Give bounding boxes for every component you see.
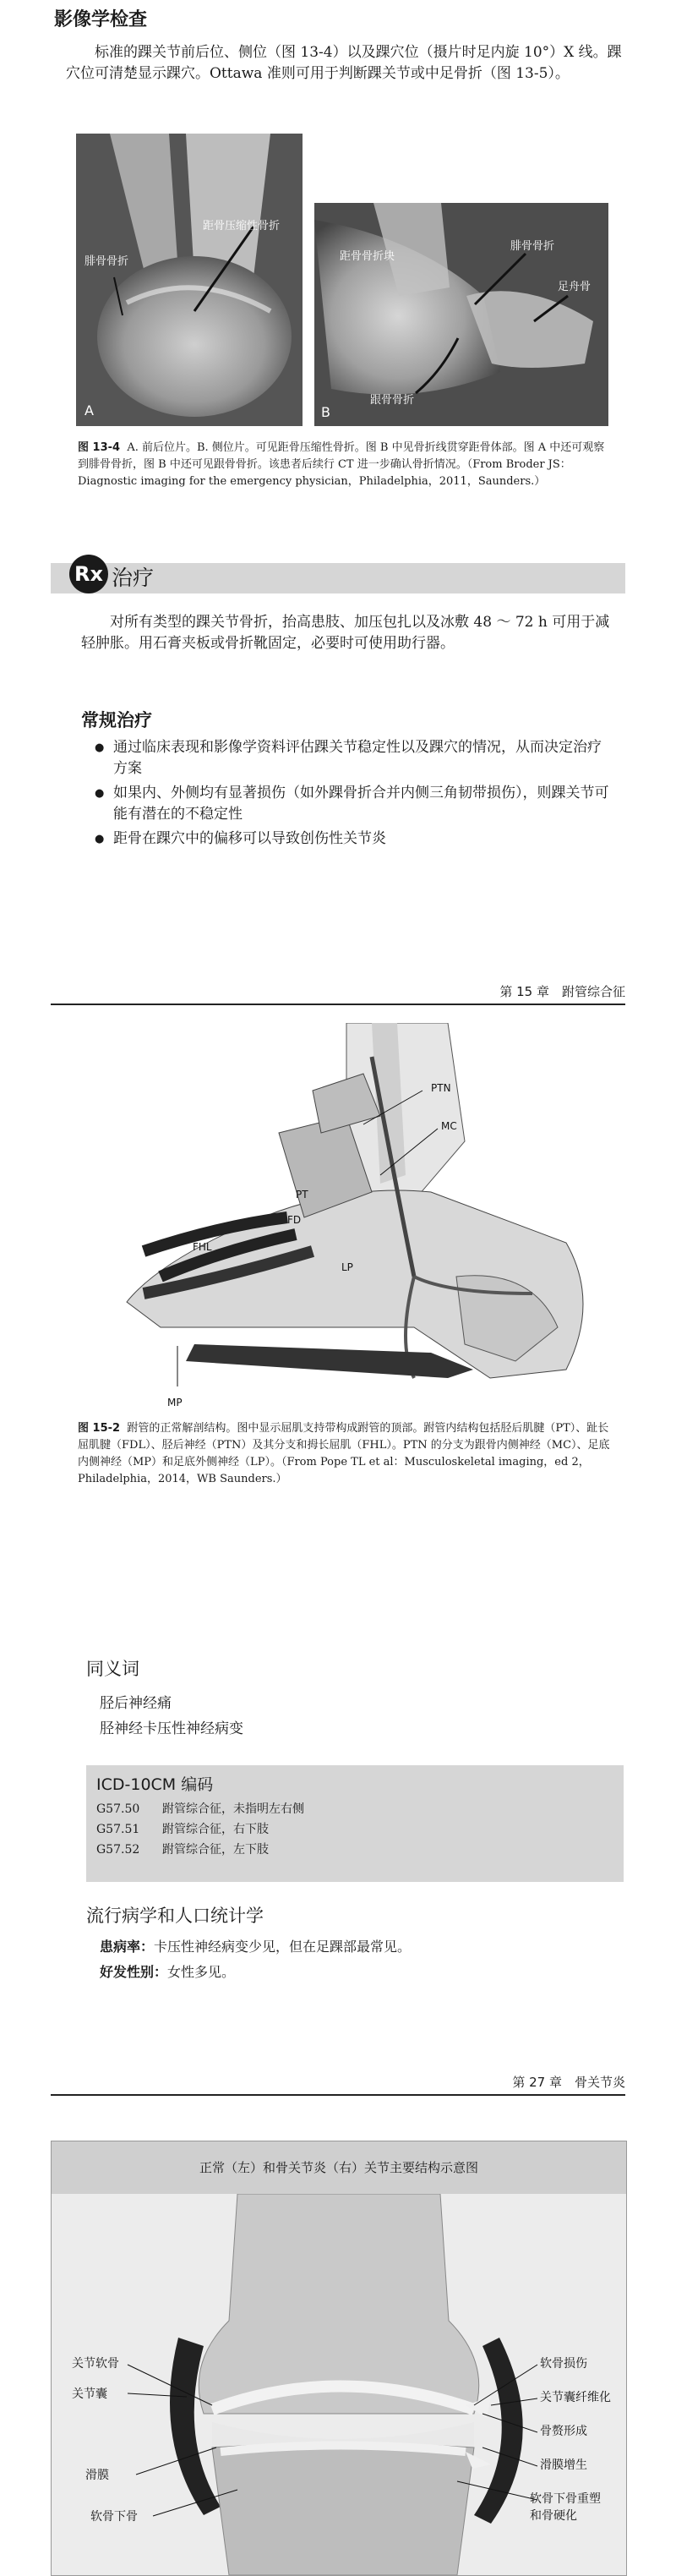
xray-a-letter: A bbox=[84, 402, 94, 418]
knee-label-capsule-fibrosis: 关节囊纤维化 bbox=[540, 2391, 611, 2404]
incidence-text: 卡压性神经病变少见，但在足踝部最常见。 bbox=[154, 1939, 412, 1955]
icd-title: ICD-10CM 编码 bbox=[96, 1775, 214, 1794]
figure-13-4-caption bbox=[78, 440, 615, 490]
xray-b-label-talus-fragment: 距骨骨折块 bbox=[340, 250, 395, 263]
tarsal-tunnel-illustration bbox=[93, 1023, 634, 1395]
knee-label-subchondral-remodeling: 软骨下骨重塑 bbox=[530, 2492, 601, 2506]
chapter-15-header: 第 15 章 跗管综合征 bbox=[51, 982, 625, 1005]
epidemiology-title: 流行病学和人口统计学 bbox=[86, 1906, 264, 1926]
table-row bbox=[96, 1840, 603, 1860]
figure-13-4-caption-text: A. 前后位片。B. 侧位片。可见距骨压缩性骨折。图 B 中见骨折线贯穿距骨体部。图 A 中还可观察到腓骨骨折，图 B 中还可见跟骨骨折。该患者后续行 CT 进一步确认骨折情况。（From Broder JS：Diagnostic imaging for the emergency physician，Philadelphia，2011，Saunders.） bbox=[78, 441, 605, 488]
icd-desc: 跗管综合征，右下肢 bbox=[162, 1823, 269, 1836]
knee-figure-title: 正常（左）和骨关节炎（右）关节主要结构示意图 bbox=[199, 2160, 478, 2175]
general-treatment-title: 常规治疗 bbox=[81, 710, 152, 730]
xray-b-label-navicular: 足舟骨 bbox=[558, 281, 592, 293]
xray-b-letter: B bbox=[321, 404, 330, 420]
label-fhl: FHL bbox=[193, 1241, 212, 1253]
knee-label-osteophyte: 骨赘形成 bbox=[540, 2425, 587, 2438]
general-treatment-section bbox=[0, 702, 676, 905]
label-mp: MP bbox=[167, 1397, 183, 1408]
knee-label-subchondral-bone: 软骨下骨 bbox=[90, 2510, 138, 2524]
label-lp: LP bbox=[341, 1261, 353, 1273]
knee-figure bbox=[51, 2141, 627, 2576]
list-item: ● 如果内、外侧均有显著损伤（如外踝骨折合并内侧三角韧带损伤），则踝关节可能有潜在的不稳定性 bbox=[91, 783, 615, 825]
general-treatment-list bbox=[91, 737, 615, 853]
table-row bbox=[96, 1819, 603, 1840]
incidence-line bbox=[100, 1936, 411, 1955]
list-item: ● 通过临床表现和影像学资料评估踝关节稳定性以及踝穴的情况，从而决定治疗方案 bbox=[91, 737, 615, 779]
xray-a-image bbox=[76, 134, 303, 426]
treatment-section bbox=[0, 541, 676, 710]
icd-box bbox=[86, 1765, 624, 1882]
treatment-paragraph: 对所有类型的踝关节骨折，抬高患肢、加压包扎以及冰敷 48 ～ 72 h 可用于减轻肿胀。用石膏夹板或骨折靴固定，必要时可使用助行器。 bbox=[81, 614, 610, 652]
list-item: ● 距骨在踝穴中的偏移可以导致创伤性关节炎 bbox=[91, 829, 615, 850]
epidemiology-section bbox=[0, 1897, 676, 1990]
synonyms-title: 同义词 bbox=[86, 1659, 139, 1679]
xray-b-image bbox=[314, 203, 608, 426]
icd-code: G57.50 bbox=[96, 1802, 140, 1816]
imaging-paragraph: 标准的踝关节前后位、侧位（图 13-4）以及踝穴位（摄片时足内旋 10°）X 线。踝穴位可清楚显示踝穴。Ottawa 准则可用于判断踝关节或中足骨折（图 13-5）。 bbox=[66, 44, 622, 82]
xray-a-label-fibula: 腓骨骨折 bbox=[84, 255, 129, 268]
icd-code: G57.52 bbox=[96, 1843, 140, 1857]
knee-label-joint-capsule: 关节囊 bbox=[72, 2387, 107, 2401]
icd-code: G57.51 bbox=[96, 1823, 140, 1836]
figure-15-2-caption bbox=[78, 1420, 615, 1488]
incidence-label: 患病率： bbox=[100, 1939, 155, 1955]
xray-a-label-talus: 距骨压缩性骨折 bbox=[203, 220, 281, 232]
xray-figure-a bbox=[76, 134, 303, 426]
xray-figure-b bbox=[314, 203, 608, 426]
xray-b-label-calcaneus: 跟骨骨折 bbox=[370, 394, 415, 407]
table-row bbox=[96, 1799, 603, 1819]
imaging-title: 影像学检查 bbox=[54, 9, 148, 30]
icd-desc: 跗管综合征，未指明左右侧 bbox=[162, 1802, 304, 1816]
label-fd: FD bbox=[287, 1214, 302, 1226]
sex-line bbox=[100, 1961, 235, 1981]
tarsal-figure-section bbox=[0, 1023, 676, 1556]
knee-label-synovium: 滑膜 bbox=[85, 2469, 109, 2482]
knee-label-synovial-hyperplasia: 滑膜增生 bbox=[540, 2458, 587, 2472]
synonym-item: 胫神经卡压性神经病变 bbox=[100, 1720, 243, 1737]
icd-desc: 跗管综合征，左下肢 bbox=[162, 1843, 269, 1857]
label-ptn: PTN bbox=[431, 1082, 451, 1094]
knee-label-articular-cartilage: 关节软骨 bbox=[72, 2357, 119, 2371]
treatment-title: 治疗 bbox=[112, 566, 155, 590]
synonym-item: 胫后神经痛 bbox=[100, 1695, 172, 1712]
knee-label-sclerosis: 和骨硬化 bbox=[530, 2509, 577, 2523]
sex-text: 女性多见。 bbox=[167, 1964, 236, 1980]
chapter-27-header: 第 27 章 骨关节炎 bbox=[51, 2073, 625, 2096]
rx-icon: Rx bbox=[69, 555, 108, 593]
knee-label-cartilage-damage: 软骨损伤 bbox=[540, 2357, 587, 2371]
figure-15-2-caption-head: 图 15-2 bbox=[78, 1422, 121, 1435]
icd-list bbox=[96, 1799, 603, 1860]
figure-15-2-caption-text: 跗管的正常解剖结构。图中显示屈肌支持带构成跗管的顶部。跗管内结构包括胫后肌腱（PT）、趾长屈肌腱（FDL）、胫后神经（PTN）及其分支和拇长屈肌（FHL）。PTN 的分支为跟骨内侧神经（MC）、足底内侧神经（MP）和足底外侧神经（LP）。（From Pope TL et al：Musculoskeletal imaging，ed 2，Philadelphia，2014，WB Saunders.） bbox=[78, 1422, 610, 1485]
figure-13-4-caption-head: 图 13-4 bbox=[78, 441, 121, 454]
label-pt: PT bbox=[296, 1189, 308, 1200]
label-mc: MC bbox=[441, 1120, 457, 1132]
sex-label: 好发性别： bbox=[100, 1964, 168, 1980]
synonyms-section bbox=[0, 1649, 676, 1758]
xray-b-label-fibula: 腓骨骨折 bbox=[510, 240, 555, 253]
imaging-section bbox=[0, 0, 676, 533]
